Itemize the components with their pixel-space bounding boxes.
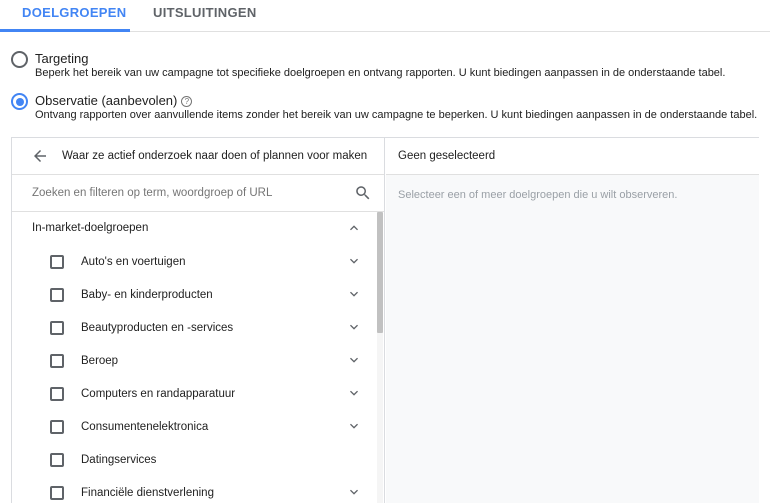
selection-empty-text: Selecteer een of meer doelgroepen die u wilt observeren.: [398, 189, 678, 201]
browser-title: Waar ze actief onderzoek naar doen of plannen voor maken: [62, 150, 368, 162]
back-arrow-icon[interactable]: [31, 147, 49, 165]
search-icon[interactable]: [354, 184, 372, 202]
item-checkbox[interactable]: [50, 486, 64, 500]
targeting-description: Beperk het bereik van uw campagne tot specifieke doelgroepen en ontvang rapporten. U kunt biedingen aanpassen in de onderstaande tabel.: [35, 67, 726, 79]
group-in-market[interactable]: [12, 212, 377, 245]
chevron-down-icon[interactable]: [346, 484, 362, 500]
item-checkbox[interactable]: [50, 321, 64, 335]
list-item: [12, 443, 377, 476]
item-label: Consumentenelektronica: [81, 421, 209, 433]
item-label: Beroep: [81, 355, 119, 367]
group-label: In-market-doelgroepen: [32, 222, 149, 234]
search-input[interactable]: [32, 184, 332, 202]
item-checkbox[interactable]: [50, 453, 64, 467]
list-item: [12, 311, 377, 344]
tab-bar: [0, 0, 770, 32]
browser-header: [12, 138, 384, 175]
audience-list: [12, 212, 384, 503]
item-label: Beautyproducten en -services: [81, 322, 234, 334]
audience-panel: [11, 137, 759, 503]
search-bar: [12, 175, 384, 212]
item-label: Financiële dienstverlening: [81, 487, 214, 499]
chevron-down-icon[interactable]: [346, 286, 362, 302]
observation-title: Observatie (aanbevolen): [35, 93, 178, 108]
observation-radio[interactable]: [11, 93, 28, 110]
chevron-up-icon[interactable]: [346, 220, 362, 236]
tab-doelgroepen[interactable]: DOELGROEPEN: [22, 5, 127, 20]
tab-uitsluitingen[interactable]: UITSLUITINGEN: [153, 5, 257, 20]
selection-title: Geen geselecteerd: [398, 150, 496, 162]
audience-browser: [12, 138, 385, 503]
item-checkbox[interactable]: [50, 354, 64, 368]
list-item: [12, 377, 377, 410]
selection-header: [386, 138, 759, 175]
active-tab-indicator: [0, 29, 130, 32]
item-checkbox[interactable]: [50, 255, 64, 269]
observation-description: Ontvang rapporten over aanvullende items zonder het bereik van uw campagne te beperken. U kunt biedingen aanpassen in de onderstaande tabel.: [35, 109, 758, 121]
item-checkbox[interactable]: [50, 420, 64, 434]
item-label: Datingservices: [81, 454, 157, 466]
selection-panel: [386, 138, 759, 503]
chevron-down-icon[interactable]: [346, 253, 362, 269]
chevron-down-icon[interactable]: [346, 319, 362, 335]
list-item: [12, 278, 377, 311]
help-icon[interactable]: ?: [181, 96, 192, 107]
chevron-down-icon[interactable]: [346, 418, 362, 434]
item-checkbox[interactable]: [50, 288, 64, 302]
item-label: Computers en randapparatuur: [81, 388, 236, 400]
chevron-down-icon[interactable]: [346, 385, 362, 401]
list-item: [12, 410, 377, 443]
observation-title-row: [35, 93, 192, 108]
list-item: [12, 245, 377, 278]
item-checkbox[interactable]: [50, 387, 64, 401]
list-item: [12, 344, 377, 377]
targeting-radio[interactable]: [11, 51, 28, 68]
targeting-title: Targeting: [35, 51, 89, 66]
chevron-down-icon[interactable]: [346, 352, 362, 368]
list-scrollbar[interactable]: [377, 212, 383, 503]
item-label: Baby- en kinderproducten: [81, 289, 213, 301]
list-item: [12, 476, 377, 503]
scrollbar-thumb[interactable]: [377, 212, 383, 333]
item-label: Auto's en voertuigen: [81, 256, 186, 268]
